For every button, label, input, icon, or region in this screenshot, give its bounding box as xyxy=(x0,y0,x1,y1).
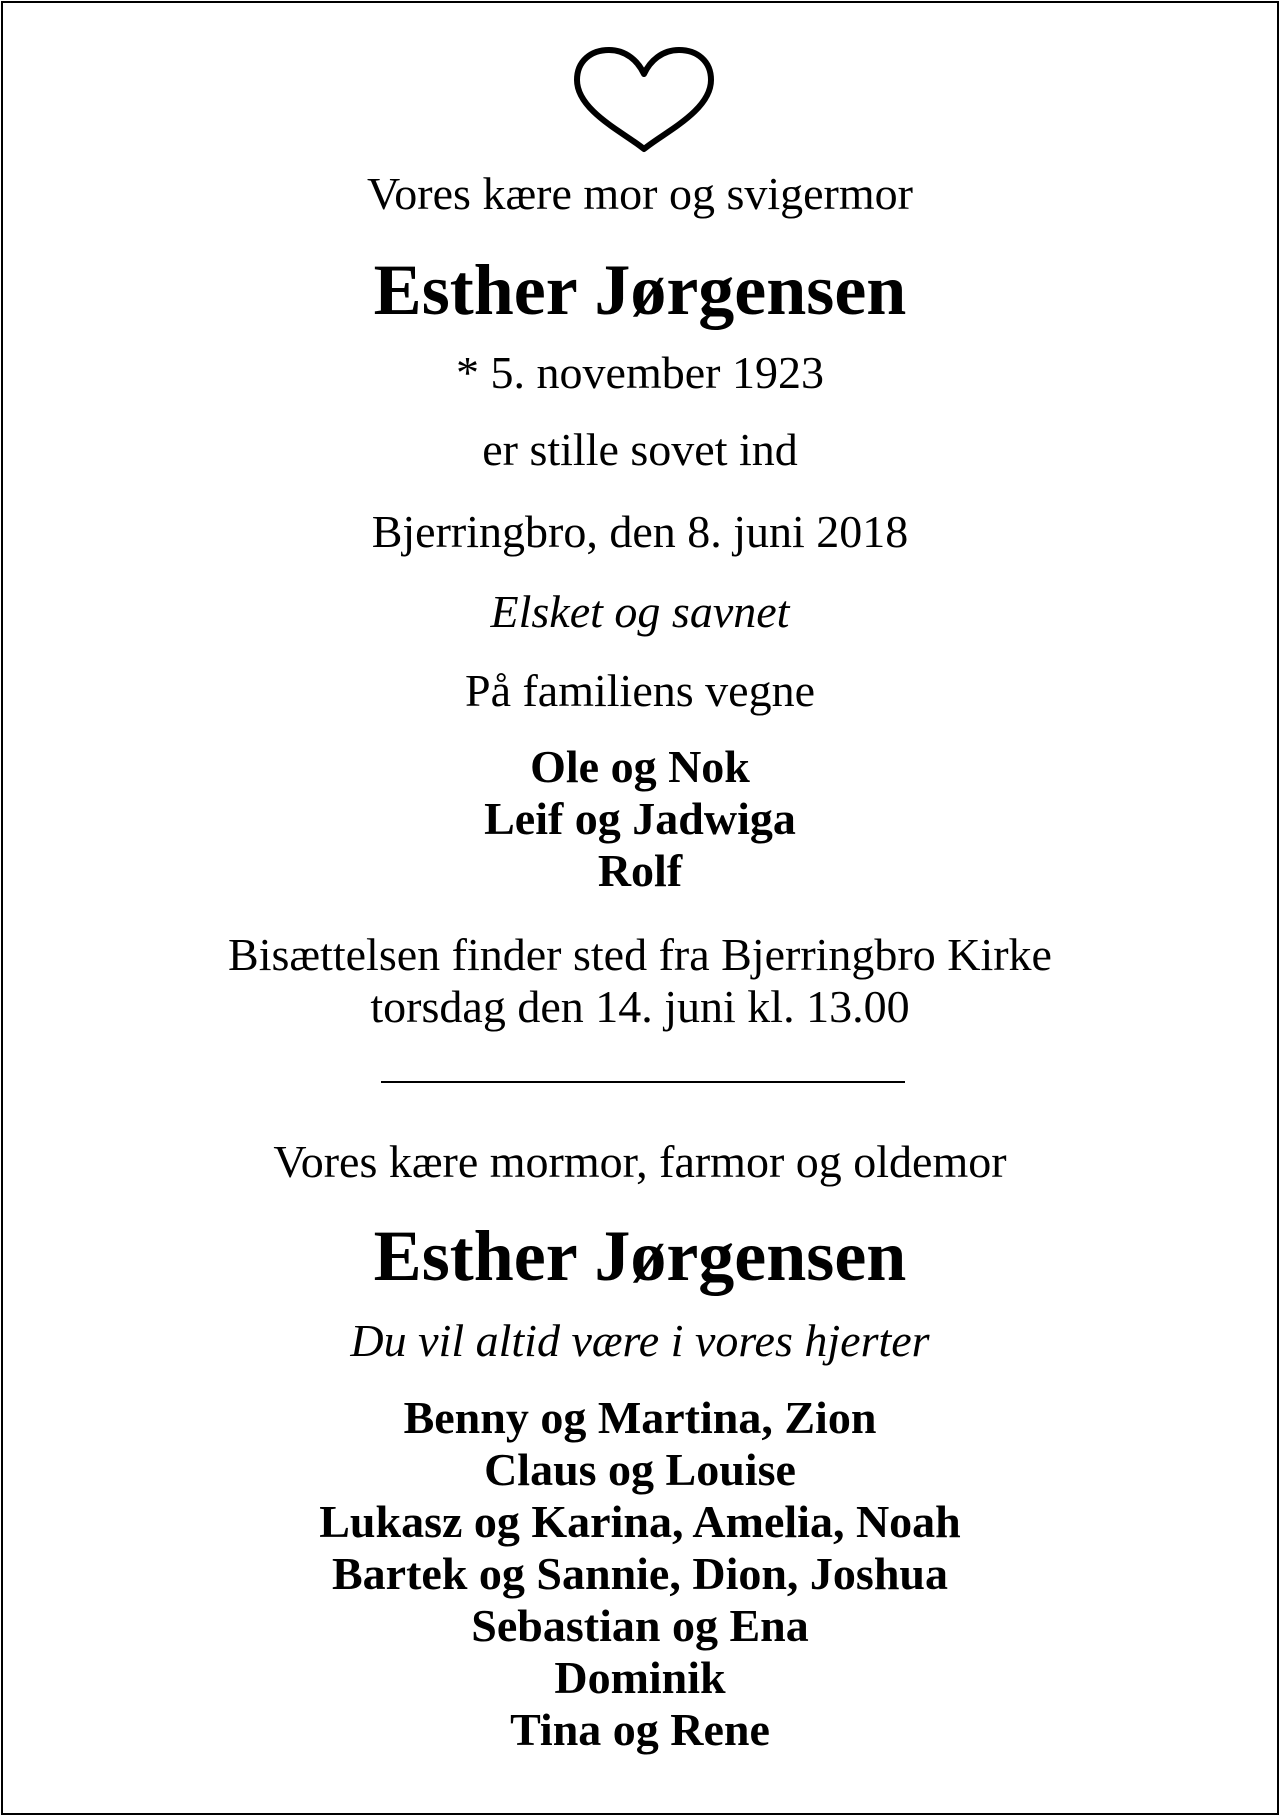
signer: Bartek og Sannie, Dion, Joshua xyxy=(331,1548,948,1599)
notice1-intro: Vores kære mor og svigermor xyxy=(367,168,913,219)
funeral-line: torsdag den 14. juni kl. 13.00 xyxy=(370,981,910,1032)
signer: Benny og Martina, Zion xyxy=(403,1392,877,1443)
funeral-line: Bisættelsen finder sted fra Bjerringbro Kirke xyxy=(228,929,1052,980)
signer: Rolf xyxy=(597,845,683,896)
heart-icon xyxy=(573,47,715,153)
notice1-passed: er stille sovet ind xyxy=(482,424,798,475)
obituary-notice xyxy=(1,1,1279,1815)
signer: Leif og Jadwiga xyxy=(484,793,796,844)
notice2-name: Esther Jørgensen xyxy=(373,1216,907,1296)
notice2-intro: Vores kære mormor, farmor og oldemor xyxy=(273,1136,1007,1187)
notice1-tribute: Elsket og savnet xyxy=(490,586,790,637)
divider xyxy=(381,1081,905,1083)
notice2-signers xyxy=(3,1392,1277,1756)
notice1-name: Esther Jørgensen xyxy=(373,250,907,330)
notice1-born: * 5. november 1923 xyxy=(456,347,824,398)
notice2-tribute: Du vil altid være i vores hjerter xyxy=(350,1315,930,1366)
notice1-on-behalf: På familiens vegne xyxy=(464,665,815,716)
signer: Dominik xyxy=(554,1652,726,1703)
signer: Ole og Nok xyxy=(530,741,750,792)
signer: Lukasz og Karina, Amelia, Noah xyxy=(319,1496,961,1547)
signer: Sebastian og Ena xyxy=(471,1600,809,1651)
notice1-funeral xyxy=(3,929,1277,1033)
signer: Tina og Rene xyxy=(510,1704,770,1755)
notice1-place-date: Bjerringbro, den 8. juni 2018 xyxy=(371,506,909,557)
signer: Claus og Louise xyxy=(484,1444,796,1495)
notice1-signers xyxy=(3,741,1277,897)
